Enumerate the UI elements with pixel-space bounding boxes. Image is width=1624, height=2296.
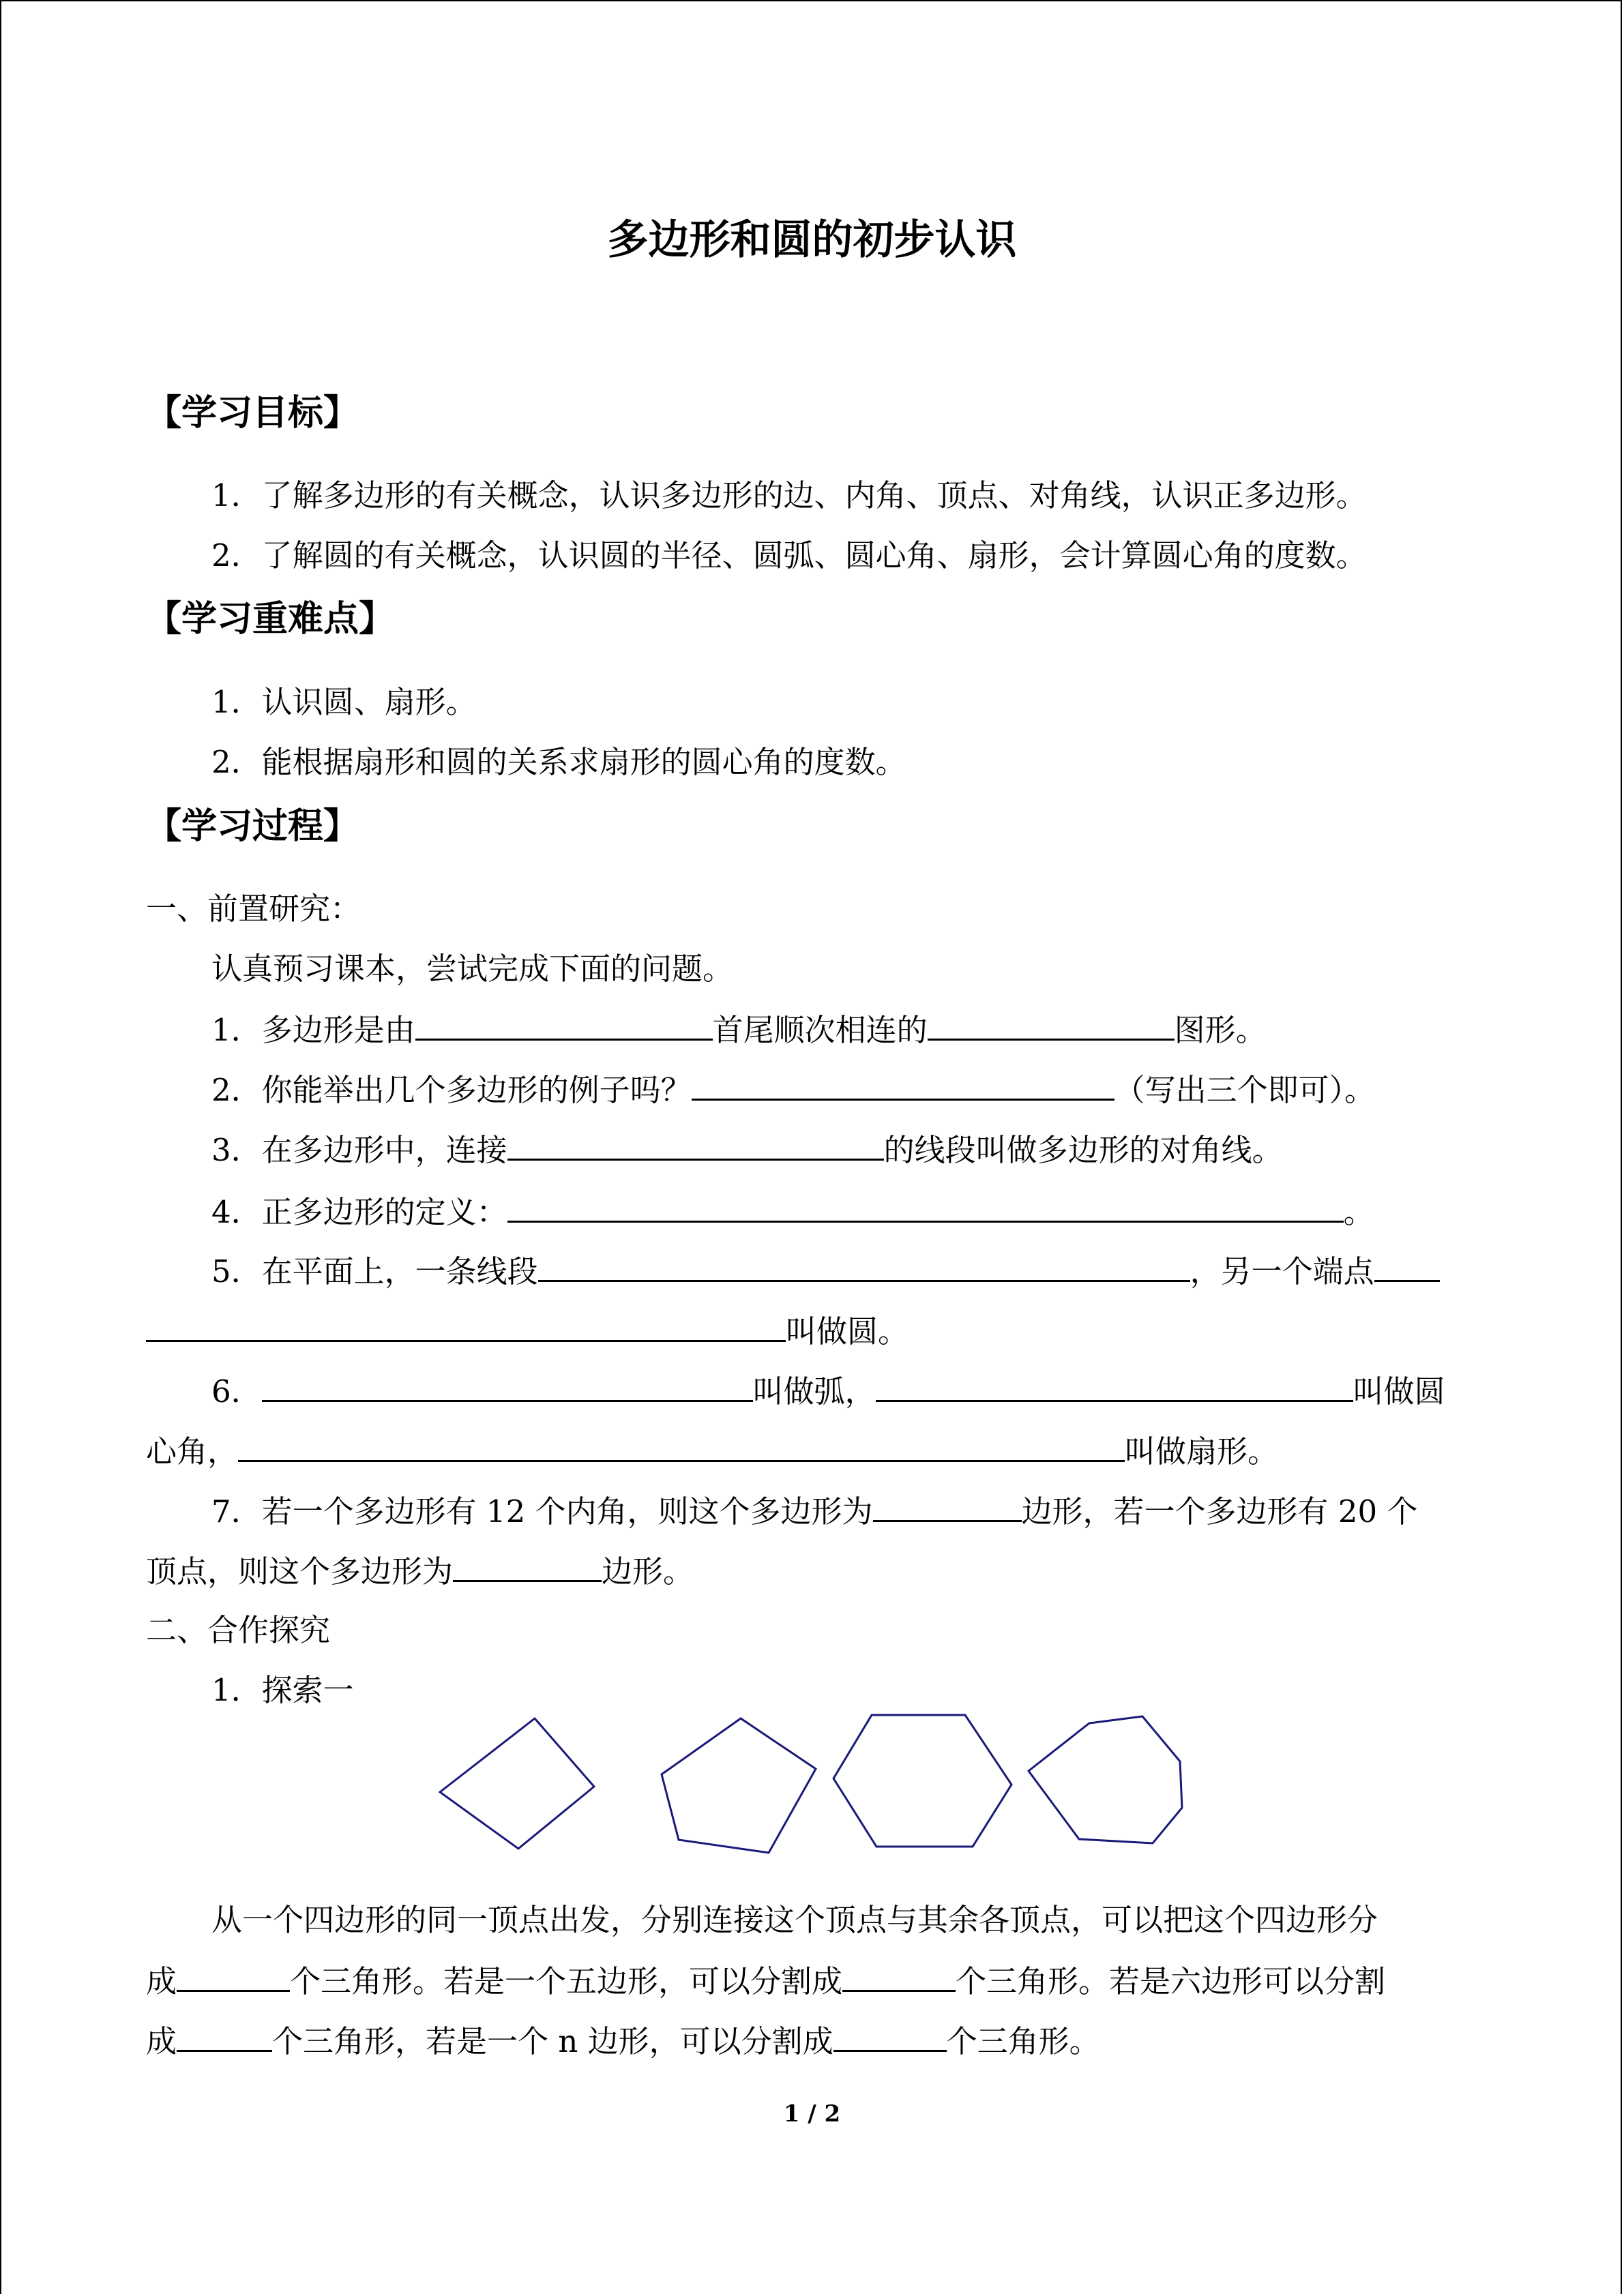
explore-part-3: 个三角形。若是一个五边形，可以分割成 (290, 1963, 843, 1999)
polygon-figure (423, 1698, 1200, 1875)
q4-part-1: 4．正多边形的定义： (211, 1194, 507, 1230)
q3-part-2: 的线段叫做多边形的对角线。 (883, 1132, 1283, 1168)
question-6-line-1 (211, 1370, 1445, 1412)
hexagon-icon (833, 1715, 1012, 1847)
question-6-line-2 (146, 1430, 1278, 1472)
q6-part-3: 叫做圆 (1353, 1373, 1445, 1410)
goal-item-1: 1．了解多边形的有关概念，认识多边形的边、内角、顶点、对角线，认识正多边形。 (211, 477, 1367, 513)
question-2 (211, 1069, 1375, 1111)
q6-part-5: 叫做扇形。 (1125, 1433, 1279, 1470)
q5-blank-2[interactable] (1374, 1250, 1440, 1282)
q5-part-3: 叫做圆。 (786, 1313, 909, 1350)
q6-blank-3[interactable] (238, 1430, 1125, 1462)
q1-part-3: 图形。 (1174, 1012, 1267, 1048)
explore-line-1: 从一个四边形的同一顶点出发，分别连接这个顶点与其余各顶点，可以把这个四边形分 (211, 1902, 1378, 1938)
q6-part-2: 叫做弧， (752, 1373, 876, 1410)
explore-blank-3[interactable] (177, 2020, 272, 2052)
q6-part-1: 6． (211, 1373, 262, 1410)
intro-text: 认真预习课本，尝试完成下面的问题。 (211, 951, 734, 987)
section-heading-process: 【学习过程】 (146, 805, 359, 847)
explore-part-2: 成 (146, 1963, 177, 1999)
explore-part-5: 成 (146, 2023, 177, 2059)
q2-part-1: 2．你能举出几个多边形的例子吗？ (211, 1072, 692, 1108)
q4-blank-1[interactable] (507, 1191, 1344, 1223)
explore-title: 1．探索一 (211, 1672, 354, 1708)
q7-part-3: 顶点，则这个多边形为 (146, 1553, 454, 1590)
q1-part-2: 首尾顺次相连的 (712, 1012, 928, 1048)
q7-blank-1[interactable] (873, 1490, 1022, 1522)
section-heading-goals: 【学习目标】 (146, 392, 359, 434)
q5-part-1: 5．在平面上，一条线段 (211, 1253, 538, 1289)
q3-part-1: 3．在多边形中，连接 (211, 1132, 507, 1168)
q7-blank-2[interactable] (453, 1550, 602, 1582)
q6-blank-2[interactable] (876, 1370, 1353, 1402)
q5-blank-1[interactable] (538, 1250, 1190, 1282)
q4-part-2: 。 (1343, 1194, 1374, 1230)
q3-blank-1[interactable] (507, 1129, 884, 1161)
q1-part-1: 1．多边形是由 (211, 1012, 415, 1048)
question-1 (211, 1009, 1267, 1051)
section-heading-key-points: 【学习重难点】 (146, 598, 395, 640)
explore-part-6: 个三角形，若是一个 n 边形，可以分割成 (272, 2023, 833, 2059)
explore-blank-2[interactable] (842, 1960, 956, 1992)
explore-part-7: 个三角形。 (946, 2023, 1100, 2059)
question-7-line-2 (146, 1550, 694, 1592)
q7-part-4: 边形。 (602, 1553, 694, 1590)
key-point-item-2: 2．能根据扇形和圆的关系求扇形的圆心角的度数。 (211, 744, 906, 780)
question-7-line-1 (211, 1490, 1417, 1532)
explore-line-3 (146, 2020, 1100, 2062)
part2-title: 二、合作探究 (146, 1612, 331, 1648)
part1-title: 一、前置研究： (146, 891, 361, 927)
q6-blank-1[interactable] (262, 1370, 753, 1402)
explore-blank-1[interactable] (177, 1960, 290, 1992)
q6-part-4: 心角， (146, 1433, 239, 1470)
q5-part-2: ，另一个端点 (1190, 1253, 1374, 1289)
goal-item-2: 2．了解圆的有关概念，认识圆的半径、圆弧、圆心角、扇形，会计算圆心角的度数。 (211, 537, 1367, 573)
quadrilateral-icon (440, 1718, 594, 1849)
question-5-line-1 (211, 1250, 1440, 1292)
q1-blank-2[interactable] (928, 1009, 1175, 1041)
page-title: 多边形和圆的初步认识 (607, 216, 1017, 264)
heptagon-icon (1029, 1716, 1182, 1843)
q7-part-1: 7．若一个多边形有 12 个内角，则这个多边形为 (211, 1493, 873, 1530)
q7-part-2: 边形，若一个多边形有 20 个 (1021, 1493, 1418, 1530)
q5-blank-3[interactable] (146, 1310, 786, 1342)
q2-part-2: （写出三个即可）。 (1114, 1072, 1376, 1108)
key-point-item-1: 1．认识圆、扇形。 (211, 684, 477, 720)
question-3 (211, 1129, 1283, 1171)
explore-line-2 (146, 1960, 1385, 2002)
q1-blank-1[interactable] (415, 1009, 713, 1041)
explore-part-4: 个三角形。若是六边形可以分割 (956, 1963, 1386, 1999)
page-number: 1 / 2 (783, 2100, 841, 2128)
pentagon-icon (662, 1718, 816, 1853)
question-4 (211, 1191, 1374, 1233)
q2-blank-1[interactable] (692, 1069, 1114, 1101)
question-5-line-2 (146, 1310, 909, 1352)
explore-blank-4[interactable] (833, 2020, 947, 2052)
